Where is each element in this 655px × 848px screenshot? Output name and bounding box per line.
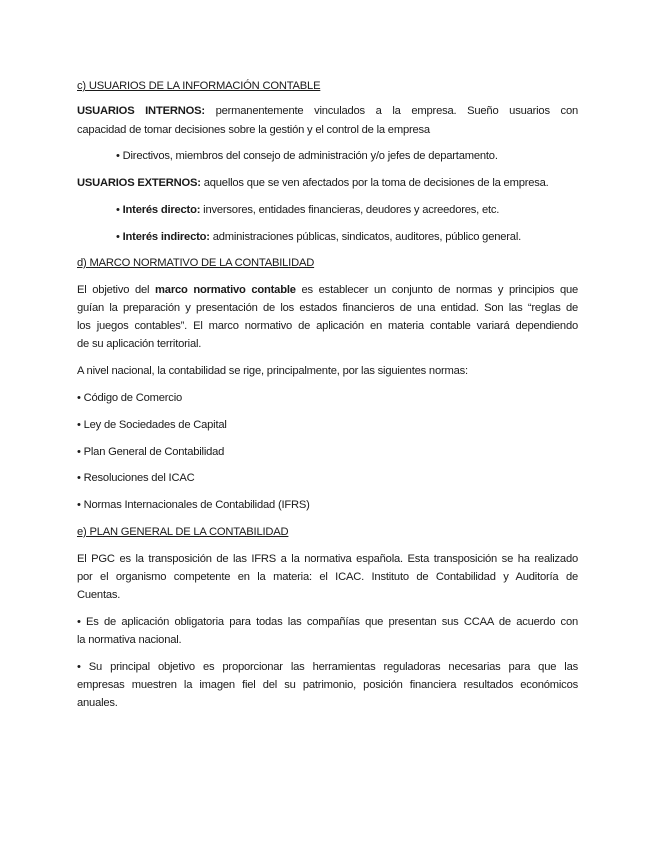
internos-text: permanentemente vinculados a la empresa. Sueño usuarios con [204, 105, 578, 117]
marco-line-4: de su aplicación territorial. [77, 338, 202, 350]
norm-item: • Ley de Sociedades de Capital [77, 419, 227, 431]
interes-directo-bullet [116, 203, 499, 217]
marco-intro-normas: A nivel nacional, la contabilidad se rige, principalmente, por las siguientes normas: [77, 365, 468, 377]
marco-text-a: El objetivo del [77, 284, 156, 296]
section-heading-pgc: e) PLAN GENERAL DE LA CONTABILIDAD [77, 526, 289, 538]
marco-line-3: los juegos contables”. El marco normativo de aplicación en materia contable variará dependiendo [77, 320, 578, 332]
interes-indirecto-label: Interés indirecto: [122, 231, 210, 243]
internos-line-1 [77, 104, 578, 118]
pgc-bullet-2-line-2: empresas muestren la imagen fiel del su patrimonio, posición financiera resultados económicos [77, 679, 578, 691]
pgc-line-1: El PGC es la transposición de las IFRS a la normativa española. Esta transposición se ha realizado [77, 553, 578, 565]
marco-line-1 [77, 283, 578, 297]
interes-indirecto-text: administraciones públicas, sindicatos, auditores, público general. [209, 231, 522, 243]
bullet-marker: • [116, 204, 123, 216]
internos-label: USUARIOS INTERNOS: [77, 105, 205, 117]
interes-directo-text: inversores, entidades financieras, deudores y acreedores, etc. [200, 204, 500, 216]
marco-text-b: es establecer un conjunto de normas y principios que [295, 284, 579, 296]
pgc-bullet-2-line-1: • Su principal objetivo es proporcionar las herramientas reguladoras necesarias para que las [77, 661, 578, 673]
norm-item: • Normas Internacionales de Contabilidad (IFRS) [77, 499, 310, 511]
norm-item: • Código de Comercio [77, 392, 183, 404]
pgc-line-3: Cuentas. [77, 589, 121, 601]
interes-directo-label: Interés directo: [122, 204, 201, 216]
section-heading-usuarios: c) USUARIOS DE LA INFORMACIÓN CONTABLE [77, 80, 321, 92]
pgc-bullet-1-line-2: la normativa nacional. [77, 634, 182, 646]
pgc-bullet-1-line-1: • Es de aplicación obligatoria para todas las compañías que presentan sus CCAA de acuerdo con [77, 616, 578, 628]
externos-line [77, 176, 549, 190]
bullet-marker: • [116, 231, 123, 243]
pgc-line-2: por el organismo competente en la materia: el ICAC. Instituto de Contabilidad y Auditoría de [77, 571, 578, 583]
norm-item: • Plan General de Contabilidad [77, 446, 225, 458]
section-heading-marco: d) MARCO NORMATIVO DE LA CONTABILIDAD [77, 257, 315, 269]
internos-line-2: capacidad de tomar decisiones sobre la gestión y el control de la empresa [77, 124, 430, 136]
norm-item: • Resoluciones del ICAC [77, 472, 195, 484]
marco-bold: marco normativo contable [155, 284, 296, 296]
marco-line-2: guían la preparación y presentación de los estados financieros de una entidad. Son las “reglas de [77, 302, 578, 314]
internos-bullet: • Directivos, miembros del consejo de administración y/o jefes de departamento. [116, 150, 498, 162]
pgc-bullet-2-line-3: anuales. [77, 697, 118, 709]
interes-indirecto-bullet [116, 230, 521, 244]
externos-label: USUARIOS EXTERNOS: [77, 177, 201, 189]
externos-text: aquellos que se ven afectados por la toma de decisiones de la empresa. [200, 177, 549, 189]
